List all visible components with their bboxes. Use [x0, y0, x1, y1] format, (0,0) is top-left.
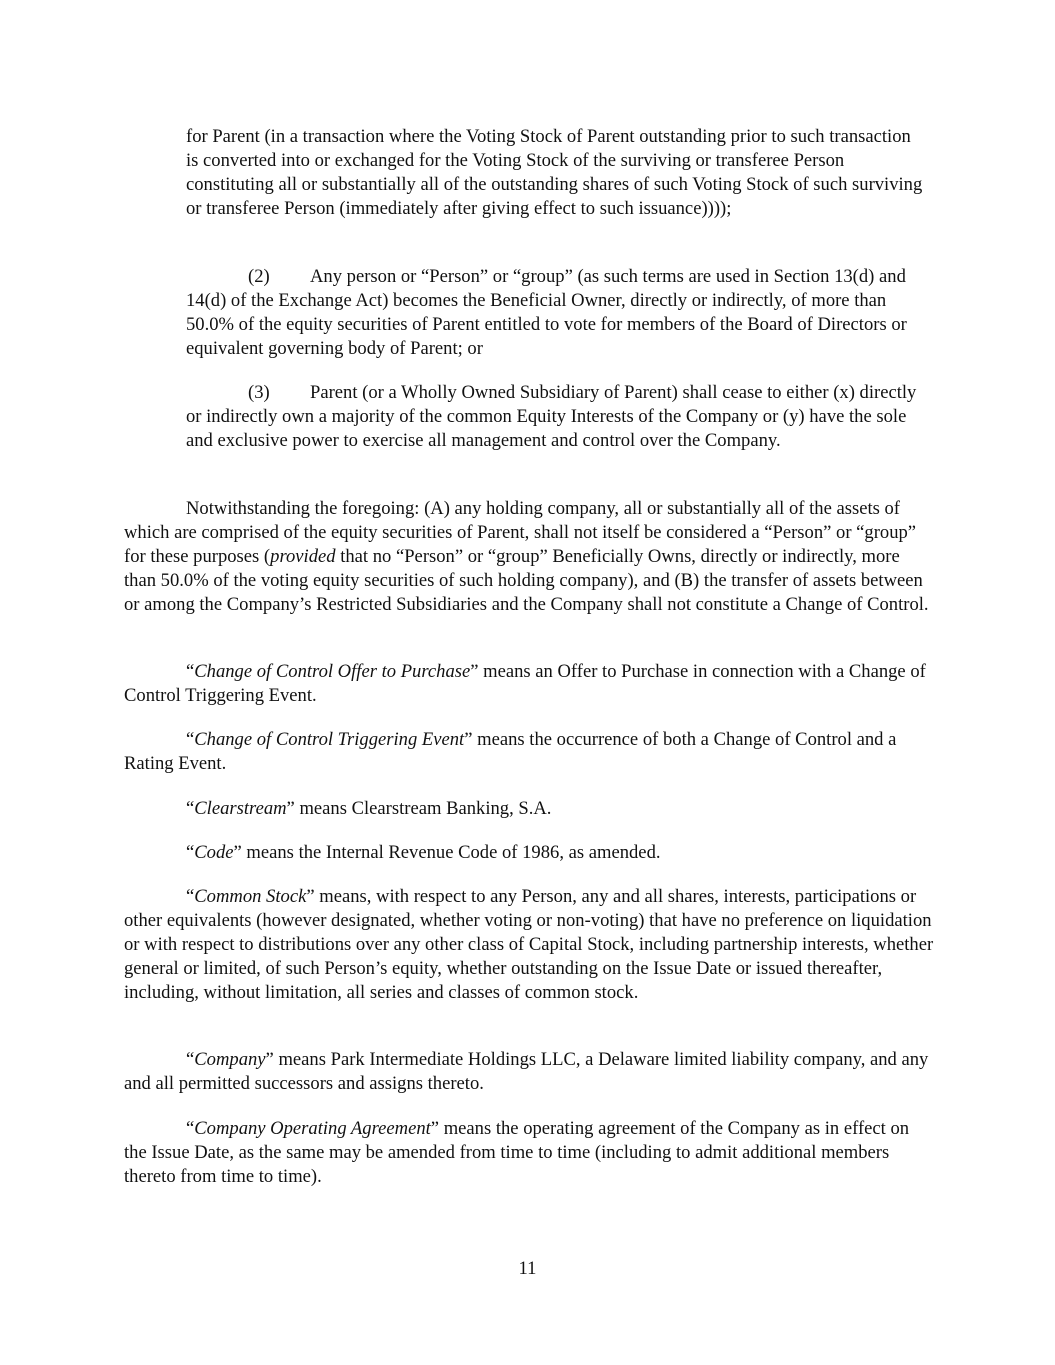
- paragraph-text: for Parent (in a transaction where the Voting Stock of Parent outstanding prior to such transaction is converted into or exchanged for the Voting Stock of the surviving or transferee Person constituting all or substantially all of the outstanding shares of such Voting Stock of such surviving or transferee Person (immediately after giving effect to such issuance))));: [186, 126, 923, 219]
- definition-text: ” means the occurrence of both a Change of Control and a Rating Event.: [124, 729, 897, 774]
- definition-company: [124, 1048, 934, 1096]
- paragraph-text: Notwithstanding the foregoing: (A) any holding company, all or substantially all of the assets of which are comprised of the equity securities of Parent, shall not itself be considered a “Person” or “group” for these purposes (: [124, 498, 917, 567]
- definition-text: ” means Clearstream Banking, S.A.: [286, 798, 552, 819]
- definition-clearstream: [124, 797, 934, 821]
- definition-text: ” means an Offer to Purchase in connection with a Change of Control Triggering Event.: [124, 661, 926, 706]
- definition-company-operating-agreement: [124, 1117, 934, 1189]
- clause-number: (2): [248, 266, 270, 287]
- page-number: 11: [518, 1258, 537, 1279]
- clause-3: [186, 381, 926, 453]
- paragraph-notwithstanding: [124, 497, 934, 617]
- italic-term: provided: [270, 546, 336, 567]
- definition-text: ” means, with respect to any Person, any and all shares, interests, participations or other equivalents (however designated, whether voting or non-voting) that have no preference on liquidation or with respect to distributions over any other class of Capital Stock, including partnership interests, whether general or limited, of such Person’s equity, whether outstanding on the Issue Date or issued thereafter, including, without limitation, all series and classes of common stock.: [124, 886, 934, 1003]
- definition-change-of-control-offer: [124, 660, 934, 708]
- open-quote: “: [186, 886, 195, 907]
- defined-term: Code: [194, 842, 234, 863]
- open-quote: “: [186, 798, 195, 819]
- open-quote: “: [186, 661, 195, 682]
- paragraph-text: that no “Person” or “group” Beneficially Owns, directly or indirectly, more than 50.0% of the voting equity securities of such holding company), and (B) the transfer of assets between or among the Company’s Restricted Subsidiaries and the Company shall not constitute a Change of Control.: [124, 546, 929, 615]
- defined-term: Change of Control Triggering Event: [194, 729, 465, 750]
- definition-code: [124, 841, 934, 865]
- open-quote: “: [186, 1118, 195, 1139]
- defined-term: Common Stock: [194, 886, 307, 907]
- definition-change-of-control-trigger: [124, 728, 934, 776]
- clause-text: Any person or “Person” or “group” (as such terms are used in Section 13(d) and 14(d) of the Exchange Act) becomes the Beneficial Owner, directly or indirectly, of more than 50.0% of the equity securities of Parent entitled to vote for members of the Board of Directors or equivalent governing body of Parent; or: [186, 266, 907, 359]
- open-quote: “: [186, 729, 195, 750]
- open-quote: “: [186, 842, 195, 863]
- defined-term: Clearstream: [194, 798, 287, 819]
- definition-text: ” means Park Intermediate Holdings LLC, a Delaware limited liability company, and any and all permitted successors and assigns thereto.: [124, 1049, 929, 1094]
- definition-common-stock: [124, 885, 934, 1005]
- clause-2: [186, 265, 926, 361]
- clause-number: (3): [248, 382, 270, 403]
- definition-text: ” means the Internal Revenue Code of 1986, as amended.: [233, 842, 661, 863]
- clause-text: Parent (or a Wholly Owned Subsidiary of Parent) shall cease to either (x) directly or indirectly own a majority of the common Equity Interests of the Company or (y) have the sole and exclusive power to exercise all management and control over the Company.: [186, 382, 917, 451]
- defined-term: Company: [194, 1049, 266, 1070]
- open-quote: “: [186, 1049, 195, 1070]
- defined-term: Change of Control Offer to Purchase: [194, 661, 471, 682]
- paragraph-continuation: [186, 125, 926, 221]
- definition-text: ” means the operating agreement of the Company as in effect on the Issue Date, as the same may be amended from time to time (including to admit additional members thereto from time to time).: [124, 1118, 910, 1187]
- defined-term: Company Operating Agreement: [194, 1118, 431, 1139]
